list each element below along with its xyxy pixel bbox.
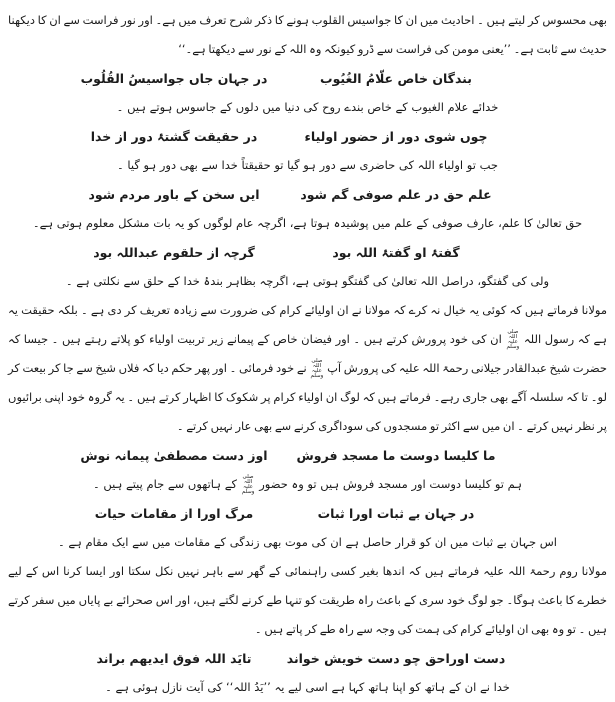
verse-hemistich-right: بندگان خاص علّامُ الغُیُوب [320,71,472,86]
verse-hemistich-right: ما کلیسا دوست ما مسجد فروش [296,448,496,463]
verse-hemistich-right: گفتۂ او گفتۂ اللہ بود [332,245,460,260]
verse-couplet [63,441,507,470]
verse-translation: اس جہان بے ثبات میں ان کو قرار حاصل ہے ان کی موت بھی زندگی کے مقامات میں سے ایک مقام ہے ۔ [58,535,557,549]
verse-translation: خدائے علام الغیوب کے خاص بندے روح کی دنیا میں دلوں کے جاسوس ہوتے ہیں ۔ [116,100,499,114]
verse-hemistich-right: چوں شوی دور از حضور اولیاء [304,129,488,144]
verse-couplet [63,180,507,209]
verse-hemistich-left: تایَد اللہ فوق ایدیھم براند [96,651,252,666]
verse-translation: ہم تو کلیسا دوست اور مسجد فروش ہیں تو وہ حضور صلی اللہ علیہ وسلم کے ہاتھوں سے جام پیتے ہیں ۔ [92,473,523,495]
verse-couplet [63,122,507,151]
verse-translation: ولی کی گفتگو، دراصل اللہ تعالیٰ کی گفتگو ہوتی ہے، اگرچہ بظاہر بندۂ خدا کے حلق سے نکلتی ہے ۔ [65,274,550,288]
verse-couplet [63,644,507,673]
verse-hemistich-left: اوز دست مصطفیٰ پیمانہ نوش [80,448,268,463]
paragraph: مولانا فرماتے ہیں کہ کوئی یہ خیال نہ کرے کہ مولانا نے ان اولیائے کرام کی ضرورت سے زیادہ تعریف کر دی ہے ۔ بلکہ حقیقت یہ ہے کہ رسول اللہ صلی اللہ علیہ وسلم ان کی خود پرورش کرتے ہیں ۔ اور فیضان خاص کے پیمانے زیر تربیت اولیاء کو پلاتے رہتے ہیں ۔ جیسا کہ حضرت شیخ عبدالقادر جیلانی رحمۃ اللہ علیہ کی پرورش آپ صلی اللہ علیہ وسلم نے خود فرمائی ۔ اور پھر حکم دیا کہ فلاں شیخ سے جا کر بیعت کر لو۔ تا کہ سلسلہ آگے بھی جاری رہے۔ فرماتے ہیں کہ لوگ ان اولیاء کرام پر شکوک کا اظہار کرتے ہیں ۔ یہ گروہ خود اپنی برائیوں پر نظر نہیں کرتے ۔ ان میں سے اکثر تو مسجدوں کی سوداگری کرنے سے بھی عار نہیں کرتے ۔ [8,303,608,433]
verse-hemistich-left: مرگ اورا از مقامات حیات [94,506,254,521]
verse-translation: جب تو اولیاء اللہ کی حاضری سے دور ہو گیا تو حقیقتاً خدا سے بھی دور ہو گیا ۔ [117,158,498,172]
salallahu-alayhi-wasallam-mark: صلی اللہ علیہ وسلم [506,328,520,350]
verse-couplet [63,499,507,528]
document-body [8,6,607,702]
salallahu-alayhi-wasallam-mark: صلی اللہ علیہ وسلم [310,357,324,379]
salallahu-alayhi-wasallam-mark: صلی اللہ علیہ وسلم [241,473,255,495]
verse-hemistich-left: در جہان جاں جواسیسُ القُلُوب [80,71,268,86]
verse-hemistich-left: در حقیقت گشتۂ دور از خدا [90,129,258,144]
verse-hemistich-right: دست اوراحق چو دست خویش خواند [286,651,506,666]
verse-translation: خدا نے ان کے ہاتھ کو اپنا ہاتھ کہا ہے اسی لیے یہ ’’یَدُ اللہ‘‘ کی آیت نازل ہوئی ہے ۔ [105,680,510,694]
verse-couplet [63,238,507,267]
paragraph: مولانا روم رحمۃ اللہ علیہ فرماتے ہیں کہ اندھا بغیر کسی راہنمائی کے گھر سے باہر نہیں نکل سکتا اور ایسا کرنا اس کے لیے خطرے کا باعث ہوگا۔ جو لوگ خود سری کے باعث راہ طریقت کو تنہا طے کرنے لگتے ہیں، اور اس صحرائے بے پایاں میں سفر کرتے ہیں ۔ تو وہ بھی ان اولیائے کرام کی ہمت کی وجہ سے راہ طے کر پاتے ہیں ۔ [8,564,607,636]
verse-hemistich-left: گرچہ از حلقوم عبداللہ بود [93,245,255,260]
verse-hemistich-right: علم حق در علم صوفی گم شود [300,187,492,202]
verse-hemistich-left: ایں سخن کے باور مردم شود [88,187,260,202]
paragraph: بھی محسوس کر لیتے ہیں ۔ احادیث میں ان کا جواسیس القلوب ہونے کا ذکر شرح تعرف میں ہے۔ اور نور فراست سے ان کا دیکھنا حدیث سے ثابت ہے۔ ’’یعنی مومن کی فراست سے ڈرو کیونکہ وہ اللہ کے نور سے دیکھتا ہے۔‘‘ [8,13,607,56]
verse-couplet [63,64,507,93]
verse-translation: حق تعالیٰ کا علم، عارف صوفی کے علم میں پوشیدہ ہوتا ہے، اگرچہ عام لوگوں کو یہ بات مشکل معلوم ہوتی ہے۔ [32,216,583,230]
verse-hemistich-right: در جہان بے ثبات اورا ثبات [317,506,475,521]
